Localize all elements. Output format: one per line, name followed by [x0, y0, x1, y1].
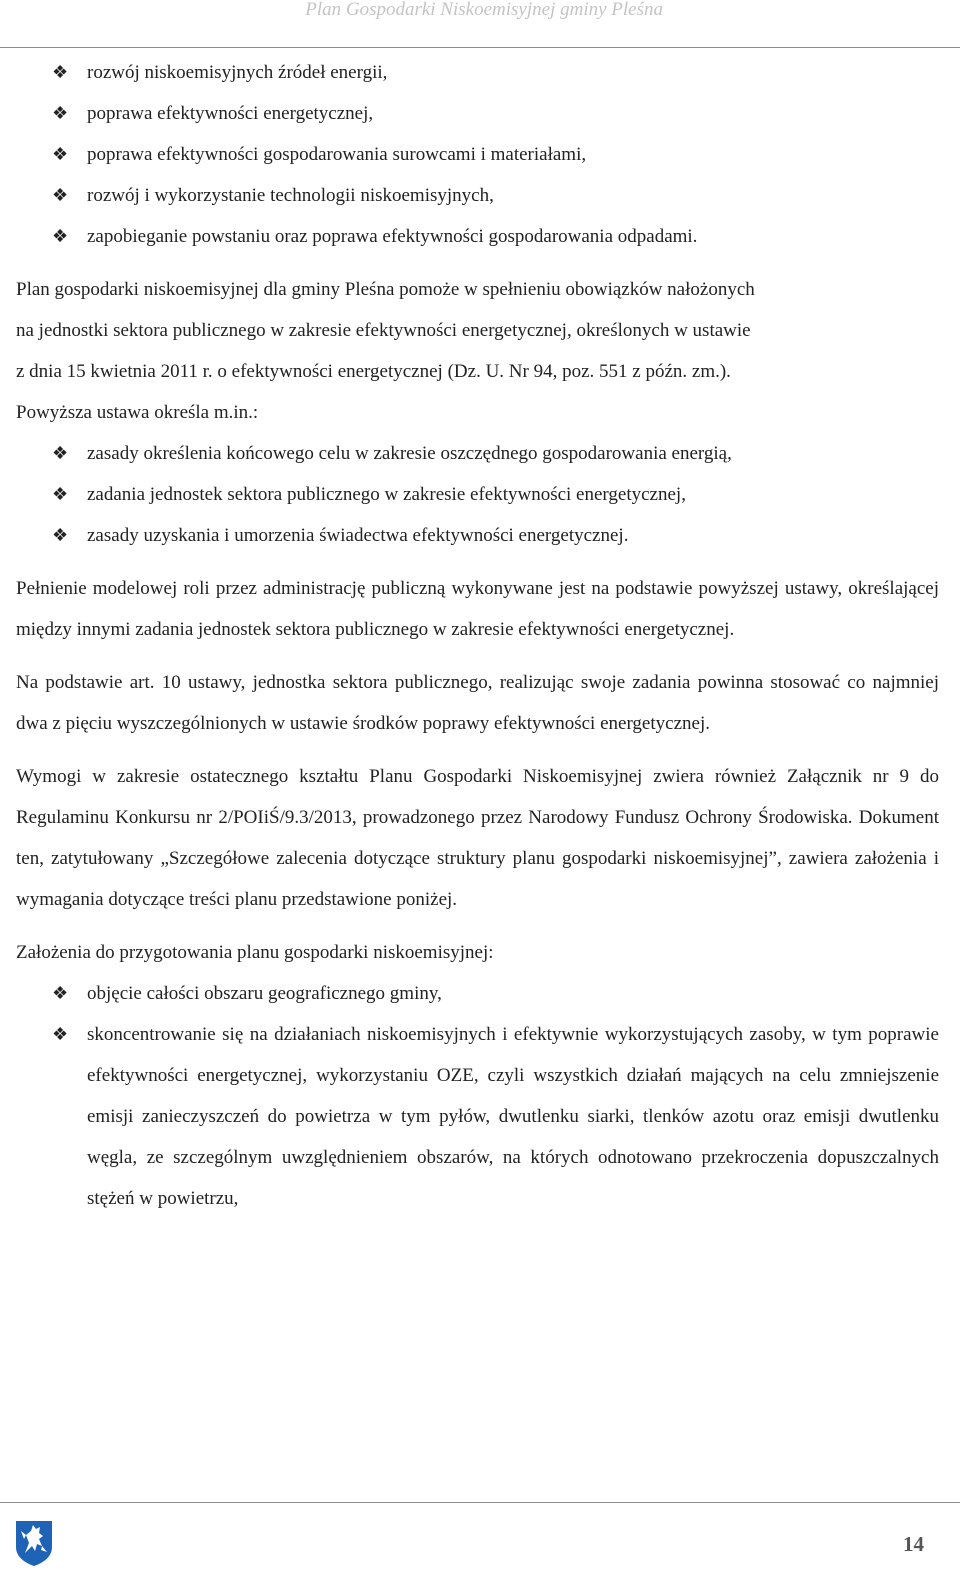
griffin-coat-of-arms-icon — [14, 1519, 54, 1567]
header-title: Plan Gospodarki Niskoemisyjnej gminy Pleśna — [305, 0, 663, 20]
list-item: ❖ zasady określenia końcowego celu w zakresie oszczędnego gospodarowania energią, — [16, 433, 939, 474]
paragraph-plan-purpose: Plan gospodarki niskoemisyjnej dla gminy Pleśna pomoże w spełnieniu obowiązków nałożonych na jednostki sektora publicznego w zakresie efektywności energetycznej, określonych w ustawie z dnia 15 kwietnia 2011 r. o efektywności energetycznej (Dz. U. Nr 94, poz. 551 z późn. zm.). Powyższa ustawa określa m.in.: — [16, 279, 755, 423]
diamond-bullet-icon: ❖ — [52, 103, 69, 123]
footer-divider — [0, 1502, 960, 1503]
assumptions-list — [16, 973, 939, 1219]
diamond-bullet-icon: ❖ — [52, 1024, 69, 1044]
goals-list — [16, 52, 939, 257]
list-item: ❖ poprawa efektywności energetycznej, — [16, 93, 939, 134]
diamond-bullet-icon: ❖ — [52, 443, 69, 463]
list-item: ❖ zasady uzyskania i umorzenia świadectwa efektywności energetycznej. — [16, 515, 939, 556]
act-scope-list — [16, 433, 939, 556]
list-item: ❖ zadania jednostek sektora publicznego w zakresie efektywności energetycznej, — [16, 474, 939, 515]
diamond-bullet-icon: ❖ — [52, 983, 69, 1003]
paragraph-model-role: Pełnienie modelowej roli przez administrację publiczną wykonywane jest na podstawie powyższej ustawy, określającej między innymi zadania jednostek sektora publicznego w zakresie efektywności energetycznej. — [16, 578, 939, 640]
paragraph-article-10: Na podstawie art. 10 ustawy, jednostka sektora publicznego, realizując swoje zadania powinna stosować co najmniej dwa z pięciu wyszczególnionych w ustawie środków poprawy efektywności energetycznej. — [16, 672, 939, 734]
paragraph-requirements: Wymogi w zakresie ostatecznego kształtu Planu Gospodarki Niskoemisyjnej zwiera również Załącznik nr 9 do Regulaminu Konkursu nr 2/POIiŚ/9.3/2013, prowadzonego przez Narodowy Fundusz Ochrony Środowiska. Dokument ten, zatytułowany „Szczegółowe zalecenia dotyczące struktury planu gospodarki niskoemisyjnej”, zawiera założenia i wymagania dotyczące treści planu przedstawione poniżej. — [16, 766, 939, 910]
paragraph-assumptions-heading: Założenia do przygotowania planu gospodarki niskoemisyjnej: — [16, 942, 494, 963]
document-body — [16, 52, 939, 1219]
diamond-bullet-icon: ❖ — [52, 226, 69, 246]
list-item: ❖ zapobieganie powstaniu oraz poprawa efektywności gospodarowania odpadami. — [16, 216, 939, 257]
list-item: ❖ rozwój i wykorzystanie technologii niskoemisyjnych, — [16, 175, 939, 216]
page-header — [0, 0, 960, 48]
diamond-bullet-icon: ❖ — [52, 144, 69, 164]
diamond-bullet-icon: ❖ — [52, 525, 69, 545]
list-item: ❖ poprawa efektywności gospodarowania surowcami i materiałami, — [16, 134, 939, 175]
list-item: ❖ skoncentrowanie się na działaniach niskoemisyjnych i efektywnie wykorzystujących zasoby, w tym poprawie efektywności energetycznej, wykorzystaniu OZE, czyli wszystkich działań mających na celu zmniejszenie emisji zanieczyszczeń do powietrza w tym pyłów, dwutlenku siarki, tlenków azotu oraz emisji dwutlenku węgla, ze szczególnym uwzględnieniem obszarów, na których odnotowano przekroczenia dopuszczalnych stężeń w powietrzu, — [16, 1014, 939, 1219]
diamond-bullet-icon: ❖ — [52, 62, 69, 82]
page-number: 14 — [903, 1532, 924, 1556]
list-item: ❖ objęcie całości obszaru geograficznego gminy, — [16, 973, 939, 1014]
list-item: ❖ rozwój niskoemisyjnych źródeł energii, — [16, 52, 939, 93]
diamond-bullet-icon: ❖ — [52, 484, 69, 504]
diamond-bullet-icon: ❖ — [52, 185, 69, 205]
